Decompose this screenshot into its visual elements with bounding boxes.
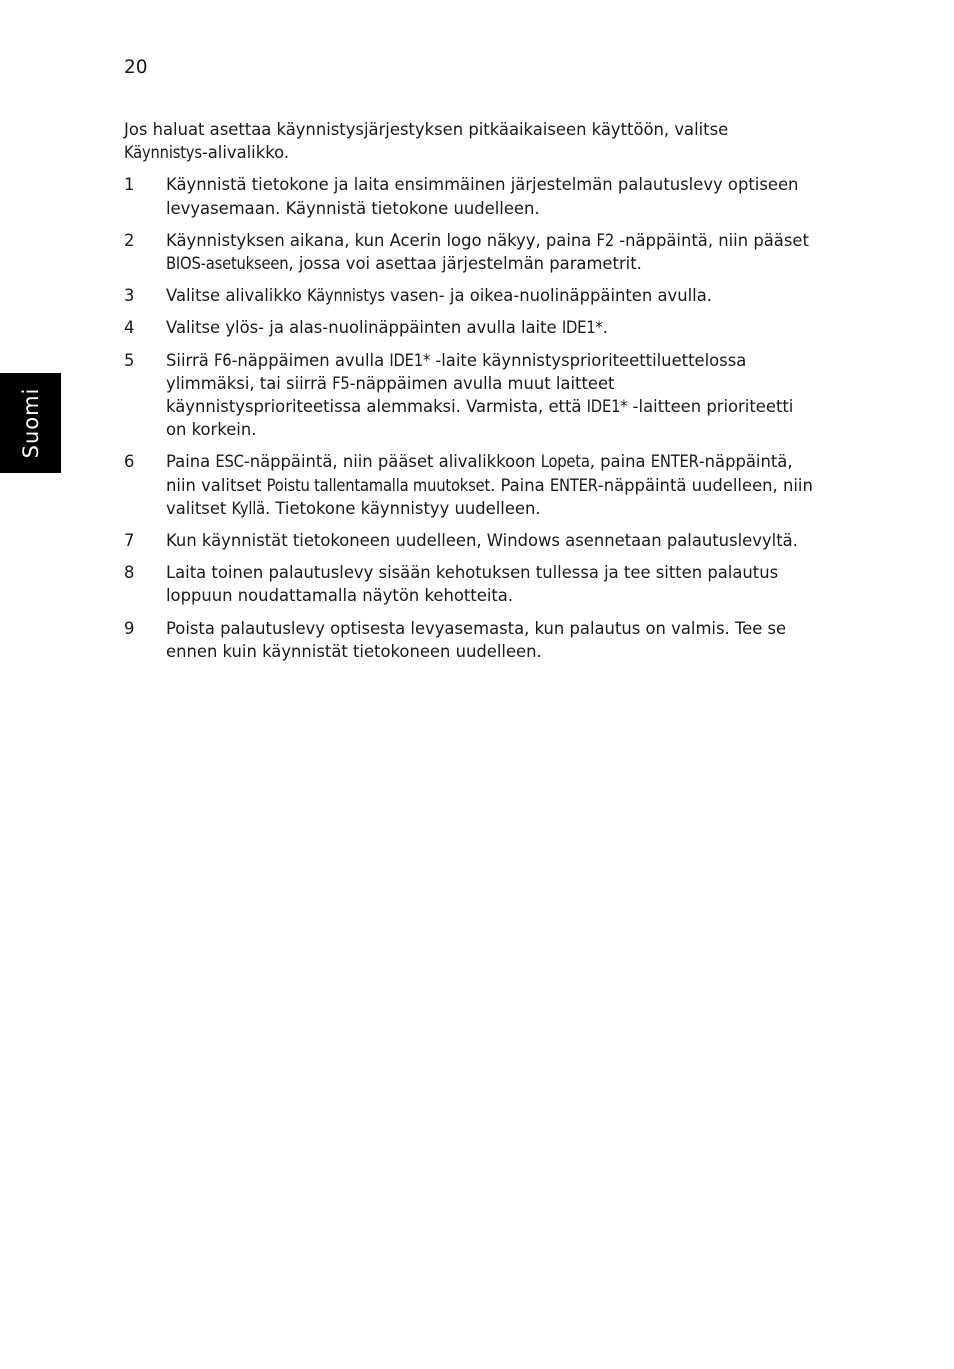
step-text-run: Siirrä xyxy=(166,350,214,370)
step-text-run: -näppäintä, niin pääset alivalikkoon xyxy=(243,452,541,472)
ui-keyword: F5 xyxy=(332,373,350,393)
step-text xyxy=(166,450,814,520)
step-text-run: -laitteen prioriteetti on korkein. xyxy=(166,397,794,440)
language-side-tab xyxy=(0,373,61,473)
intro-text: Jos haluat asettaa käynnistysjärjestyksen pitkäaikaiseen käyttöön, valitse xyxy=(124,120,729,139)
step-text-run: , jossa voi asettaa järjestelmän parametrit. xyxy=(288,254,642,274)
step-text-run: -näppäimen avulla xyxy=(231,350,390,370)
ui-keyword: BIOS-asetukseen xyxy=(166,254,289,274)
step-text xyxy=(166,173,814,219)
step-text-run: -näppäimen avulla muut laitteet käynnistysprioriteetissa alemmaksi. Varmista, että xyxy=(166,373,615,417)
step-text xyxy=(166,529,814,552)
step-item xyxy=(124,349,814,442)
step-item xyxy=(124,229,814,275)
step-text-run: -laite käynnistysprioriteettiluettelossa ylimmäksi, tai siirrä xyxy=(166,350,747,393)
step-text-run: . Paina xyxy=(490,475,550,495)
step-item xyxy=(124,617,814,663)
step-number: 4 xyxy=(124,318,135,338)
step-number: 1 xyxy=(124,175,135,195)
step-number: 2 xyxy=(124,230,135,250)
step-text xyxy=(166,617,814,663)
ui-keyword: F2 xyxy=(596,230,614,250)
ui-keyword: ENTER xyxy=(549,475,598,495)
step-number: 7 xyxy=(124,531,135,551)
step-text-run: vasen- ja oikea-nuolinäppäinten avulla. xyxy=(384,286,712,306)
step-text xyxy=(166,561,814,607)
step-text-run: Valitse alivalikko xyxy=(166,286,307,306)
step-item xyxy=(124,561,814,607)
ui-keyword: Poistu tallentamalla muutokset xyxy=(266,475,491,495)
step-item xyxy=(124,173,814,219)
intro-keyword: Käynnistys xyxy=(124,143,202,163)
step-text-run: , paina xyxy=(589,452,651,472)
step-item xyxy=(124,529,814,552)
step-text-run: -näppäintä uudelleen, niin valitset xyxy=(166,475,813,518)
ui-keyword: ESC xyxy=(215,452,244,472)
ui-keyword: IDE1* xyxy=(586,397,628,417)
intro-text: -alivalikko. xyxy=(201,143,290,163)
document-body xyxy=(124,118,814,672)
step-text xyxy=(166,229,814,275)
ui-keyword: IDE1* xyxy=(561,318,603,338)
step-text xyxy=(166,349,814,442)
step-number: 3 xyxy=(124,286,135,306)
step-text xyxy=(166,316,814,339)
step-number: 8 xyxy=(124,563,135,583)
step-text-run: Poista palautuslevy optisesta levyasemasta, kun palautus on valmis. Tee se ennen kuin käynnistät tietokoneen uudelleen. xyxy=(166,618,787,661)
step-text-run: . xyxy=(602,318,608,338)
side-tab-label: Suomi xyxy=(18,387,43,459)
step-text-run: -näppäintä, niin pääset xyxy=(614,230,809,250)
ui-keyword: Kyllä xyxy=(231,498,265,518)
ui-keyword: IDE1* xyxy=(389,350,431,370)
step-text xyxy=(166,284,814,307)
intro-paragraph xyxy=(124,118,814,164)
ui-keyword: Lopeta xyxy=(540,452,590,472)
step-text-run: Käynnistä tietokone ja laita ensimmäinen järjestelmän palautuslevy optiseen levyasemaan. Käynnistä tietokone uudelleen. xyxy=(166,175,799,218)
step-number: 9 xyxy=(124,618,135,638)
step-text-run: Paina xyxy=(166,452,216,472)
step-item xyxy=(124,316,814,339)
step-number: 6 xyxy=(124,452,135,472)
step-text-run: Laita toinen palautuslevy sisään kehotuksen tullessa ja tee sitten palautus loppuun noudattamalla näytön kehotteita. xyxy=(166,563,779,606)
page-number: 20 xyxy=(124,57,148,78)
step-item xyxy=(124,284,814,307)
step-number: 5 xyxy=(124,350,135,370)
ui-keyword: Käynnistys xyxy=(307,286,385,306)
ui-keyword: ENTER xyxy=(650,452,699,472)
steps-list xyxy=(124,173,814,663)
step-text-run: Valitse ylös- ja alas-nuolinäppäinten avulla laite xyxy=(166,318,562,338)
step-item xyxy=(124,450,814,520)
step-text-run: . Tietokone käynnistyy uudelleen. xyxy=(264,498,541,518)
step-text-run: Käynnistyksen aikana, kun Acerin logo näkyy, paina xyxy=(166,230,597,250)
ui-keyword: F6 xyxy=(213,350,232,370)
step-text-run: -näppäintä, niin valitset xyxy=(166,452,793,495)
step-text-run: Kun käynnistät tietokoneen uudelleen, Windows asennetaan palautuslevyltä. xyxy=(166,531,798,551)
